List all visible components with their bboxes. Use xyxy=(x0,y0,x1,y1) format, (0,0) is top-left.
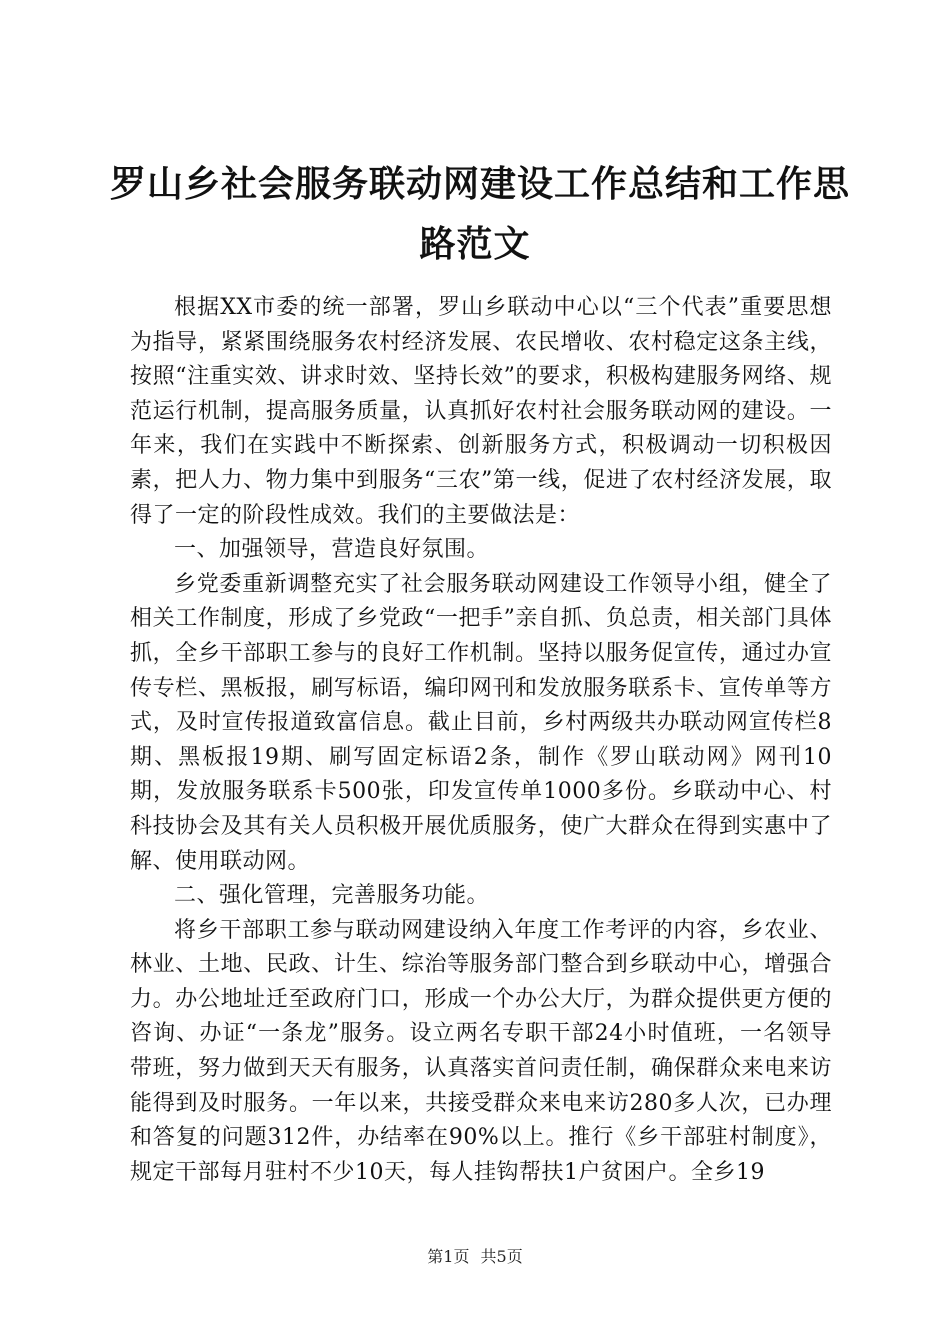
page-footer xyxy=(0,1244,950,1267)
document-title-line-2: 路范文 xyxy=(419,224,531,265)
section-paragraph-1: 乡党委重新调整充实了社会服务联动网建设工作领导小组，健全了相关工作制度，形成了乡党政“一把手”亲自抓、负总责，相关部门具体抓，全乡干部职工参与的良好工作机制。坚持以服务促宣传，通过办宣传专栏、黑板报，刷写标语，编印网刊和发放服务联系卡、宣传单等方式，及时宣传报道致富信息。截止目前，乡村两级共办联动网宣传栏8期、黑板报19期、刷写固定标语2条，制作《罗山联动网》网刊10期，发放服务联系卡500张，印发宣传单1000多份。乡联动中心、村科技协会及其有关人员积极开展优质服务，使广大群众在得到实惠中了解、使用联动网。 xyxy=(130,571,832,874)
page-total: 共5页 xyxy=(480,1247,523,1266)
section-heading-1: 一、加强领导，营造良好氛围。 xyxy=(174,537,490,563)
document-body xyxy=(130,291,832,1190)
page-number: 第1页 xyxy=(427,1247,470,1266)
section-paragraph-2: 将乡干部职工参与联动网建设纳入年度工作考评的内容，乡农业、林业、土地、民政、计生、综治等服务部门整合到乡联动中心，增强合力。办公地址迁至政府门口，形成一个办公大厅，为群众提供更方便的咨询、办证“一条龙”服务。设立两名专职干部24小时值班，一名领导带班，努力做到天天有服务，认真落实首问责任制，确保群众来电来访能得到及时服务。一年以来，共接受群众来电来访280多人次，已办理和答复的问题312件，办结率在90%以上。推行《乡干部驻村制度》，规定干部每月驻村不少10天，每人挂钩帮扶1户贫困户。全乡19 xyxy=(130,917,832,1185)
section-heading-2: 二、强化管理，完善服务功能。 xyxy=(174,883,490,909)
intro-paragraph: 根据XX市委的统一部署，罗山乡联动中心以“三个代表”重要思想为指导，紧紧围绕服务农村经济发展、农民增收、农村稳定这条主线，按照“注重实效、讲求时效、坚持长效”的要求，积极构建服务网络、规范运行机制，提高服务质量，认真抓好农村社会服务联动网的建设。一年来，我们在实践中不断探索、创新服务方式，积极调动一切积极因素，把人力、物力集中到服务“三农”第一线，促进了农村经济发展，取得了一定的阶段性成效。我们的主要做法是： xyxy=(130,295,832,528)
document-title-line-1: 罗山乡社会服务联动网建设工作总结和工作思 xyxy=(110,164,851,205)
